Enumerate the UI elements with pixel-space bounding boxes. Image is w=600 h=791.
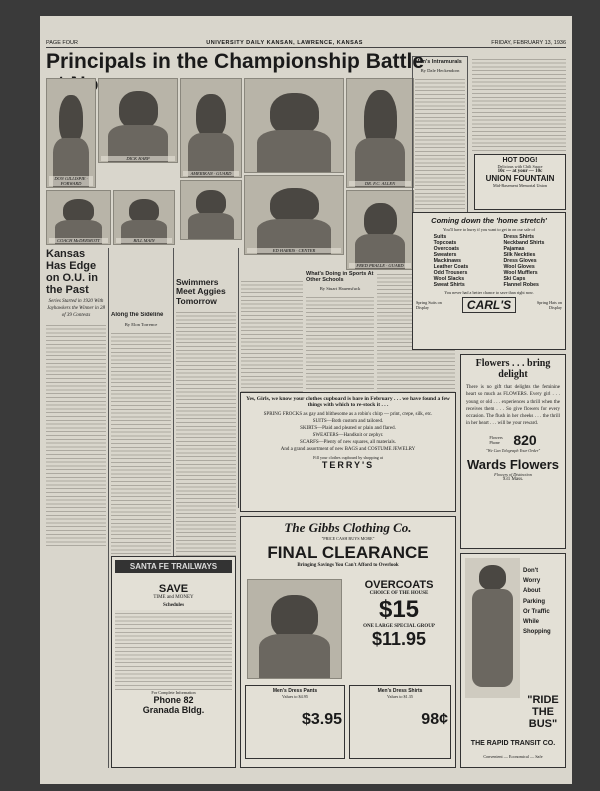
- ad-item: Flannel Robes: [503, 282, 539, 288]
- ad-sub: Bringing Savings You Can't Afford to Overlook: [297, 563, 399, 568]
- ad-item: Wool Gloves: [503, 264, 535, 270]
- ad-slogan: "We Can Telegraph Your Order": [485, 447, 541, 453]
- ad-phone-label: Flowers Phone: [489, 434, 503, 445]
- newspaper-page: [40, 16, 572, 784]
- ad-note: You never had a better chance to save than right now.: [444, 290, 534, 295]
- ad-tag: Convenient — Economical — Safe: [483, 754, 543, 759]
- ad-item: Dress Gloves: [503, 258, 537, 264]
- article-title: Swimmers Meet Aggies Tomorrow: [176, 278, 226, 306]
- ad-item: Wool Slacks: [433, 276, 465, 282]
- photo-caption: AMERIKAN · GUARD: [183, 171, 239, 176]
- main-headline: Principals in the Championship Battle: [46, 50, 425, 73]
- photo-caption: DON GILLISPIE · FORWARD: [49, 176, 93, 186]
- ad-location: Mid-Basement Memorial Union: [493, 183, 547, 188]
- photo-caption: DICK HARP: [101, 156, 175, 161]
- ad-item-price: 98¢: [421, 711, 448, 728]
- ad-item-columns: [416, 234, 562, 288]
- article-byline: By Elon Torrence: [124, 321, 158, 327]
- ad-tag: Spring Suits on Display: [416, 300, 442, 310]
- ad-item: Overcoats: [433, 246, 459, 252]
- page-header: [46, 38, 566, 48]
- ad-business-name: THE RAPID TRANSIT CO.: [470, 740, 556, 747]
- photo-caption: ED HARRIS · CENTER: [247, 248, 341, 253]
- ad-pants: [245, 685, 345, 759]
- ad-save: SAVE: [158, 583, 189, 595]
- ad-address: Granada Bldg.: [142, 705, 205, 715]
- ad-business-name: TERRY'S: [321, 460, 375, 470]
- ad-item: Suits: [433, 234, 447, 240]
- photo-caption: COACH McDERMOTT: [49, 238, 108, 243]
- ad-title: SANTA FE TRAILWAYS: [115, 560, 232, 573]
- ad-line: SCARFS—Plenty of new squares, all materials.: [300, 440, 396, 445]
- ad-item-title: Men's Dress Shirts: [377, 688, 423, 694]
- article-title: Men's Intramurals: [415, 59, 462, 65]
- photo-coach-allen: [346, 78, 414, 188]
- photo-collage: [46, 78, 456, 273]
- photo-caption: DR. F.C. ALLEN: [349, 181, 411, 186]
- ad-terrys: [240, 392, 456, 512]
- article-intramurals-cont: [472, 56, 566, 151]
- ad-item-list: [434, 234, 469, 288]
- ad-line: Or Traffic: [523, 608, 550, 615]
- ad-line: Worry: [523, 578, 541, 585]
- ad-price: $15: [378, 596, 420, 623]
- ad-item: Mackinaws: [433, 258, 462, 264]
- photo-player-7: [244, 175, 344, 255]
- ad-item: Neckband Shirts: [503, 240, 545, 246]
- ad-item-title: Men's Dress Pants: [272, 688, 318, 694]
- photo-player-3: [180, 78, 242, 178]
- ad-choice: CHOICE OF THE HOUSE: [369, 591, 429, 596]
- ad-item-value: Values to $1.35: [387, 694, 413, 699]
- ad-gibbs-clothing: [240, 516, 456, 768]
- photo-player-5: [113, 190, 175, 245]
- ad-illustration: [247, 579, 342, 679]
- ad-line: Parking: [523, 598, 546, 605]
- ad-line: SUITS—Both custom and tailored.: [312, 419, 384, 424]
- ad-line: Delicious with Chili Sauce: [497, 164, 543, 169]
- ad-rapid-transit: [460, 553, 566, 768]
- photo-player-4: [244, 78, 344, 173]
- ad-price: $11.95: [371, 629, 427, 649]
- ad-line: TIME and MONEY: [153, 595, 194, 600]
- ad-phone: 820: [513, 431, 537, 448]
- article-byline: By Dale Heckendorn: [420, 68, 460, 74]
- ad-line: SWEATERS—Handknit or zephyr.: [312, 433, 384, 438]
- ad-union-fountain: [474, 154, 566, 210]
- ad-price: 10c — at your — 10c: [497, 169, 543, 174]
- ad-schedules: Schedules: [162, 603, 185, 608]
- ad-shirts: [349, 685, 451, 759]
- ad-illustration: [465, 558, 520, 698]
- ad-line: SKIRTS—Plaid and pleated or plain and flared.: [300, 426, 396, 431]
- ad-item-price: $3.95: [301, 711, 342, 728]
- ad-group: ONE LARGE SPECIAL GROUP: [363, 624, 435, 629]
- ad-item: Wool Mufflers: [503, 270, 538, 276]
- ad-body: There is no gift that delights the feminine heart so much as FLOWERS. Every girl . . . young or old . . . experiences a thrill when the receives them . . . So give flowers for every occasion. The flush in her cheeks . . . the thrill in her heart . . . will be your reward.: [466, 385, 560, 427]
- ad-item: Sweat Shirts: [433, 282, 465, 288]
- photo-player-8: [346, 190, 414, 270]
- ad-item: Dress Shirts: [503, 234, 535, 240]
- ad-tag: Spring Hats on Display: [536, 300, 562, 310]
- ad-item: Ski Caps: [503, 276, 526, 282]
- article-byline: By Stuart Hauensfuck: [319, 286, 361, 292]
- ad-line: You'll have to hurry if you want to get in on our sale of: [442, 227, 536, 232]
- ad-slogan: "RIDE THE BUS": [527, 694, 559, 731]
- ad-line: And a grand assortment of new BAGS and COSTUME JEWELRY: [280, 447, 416, 452]
- article-kansas-edge: [46, 248, 106, 548]
- ad-item-value: Values to $4.95: [282, 694, 308, 699]
- ad-line: Shopping: [523, 629, 551, 636]
- ad-item: Silk Neckties: [503, 252, 536, 258]
- ad-lines: [244, 411, 452, 453]
- ad-business-name: UNION FOUNTAIN: [485, 174, 555, 183]
- article-body: [46, 322, 106, 548]
- ad-line: Don't: [523, 568, 539, 574]
- photo-coach-mcdermott: [46, 190, 111, 245]
- ad-lines: [523, 566, 563, 637]
- ad-business-name: The Gibbs Clothing Co.: [284, 520, 412, 535]
- ad-headline: Yes, Girls, we know your clothes cupboard is bare in February . . . we have found a few things with which to re-stock it . . .: [246, 396, 450, 408]
- photo-player-6: [180, 180, 242, 240]
- ad-title: FINAL CLEARANCE: [267, 543, 429, 562]
- ad-item: Sweaters: [433, 252, 457, 258]
- ad-address: 931 Mass.: [502, 476, 524, 482]
- photo-caption: FRED PRALLE · GUARD: [349, 263, 411, 268]
- ad-info: For Complete Information: [151, 690, 196, 695]
- issue-date: FRIDAY, FEBRUARY 13, 1936: [491, 39, 566, 46]
- ad-carls: [412, 212, 566, 350]
- ad-phone: Phone 82: [153, 695, 194, 705]
- ad-logo: CARL'S: [462, 297, 516, 313]
- ad-santa-fe: [111, 556, 236, 768]
- ad-wards-flowers: [460, 354, 566, 549]
- paper-name: UNIVERSITY DAILY KANSAN, LAWRENCE, KANSAS: [206, 39, 363, 46]
- ad-title: HOT DOG!: [502, 157, 538, 164]
- ad-line: SPRING FROCKS as gay and blithesome as a robin's chirp — print, crepe, silk, etc.: [263, 412, 433, 417]
- article-subhead: Series Started in 1920 With Jayhawkers the Winner in 28 of 39 Contests: [46, 299, 106, 318]
- ad-title: Coming down the 'home stretch': [431, 216, 547, 225]
- photo-player-2: [98, 78, 178, 163]
- ad-line: While: [523, 618, 539, 625]
- ad-item: Leather Coats: [433, 264, 469, 270]
- article-title: What's Doing in Sports At Other Schools: [306, 271, 374, 284]
- page-number: PAGE FOUR: [46, 39, 78, 46]
- ad-tag: Flowers of Distinction: [494, 471, 532, 477]
- photo-player-1: [46, 78, 96, 188]
- article-title: Kansas Has Edge on O.U. in the Past: [46, 248, 98, 297]
- ad-item: Topcoats: [433, 240, 457, 246]
- ad-business-name: Wards Flowers: [467, 456, 559, 472]
- ad-title: Flowers . . . bring delight: [475, 358, 551, 380]
- ad-overcoats: OVERCOATS: [364, 579, 434, 591]
- article-title: Along the Sideline: [111, 312, 164, 318]
- ad-line: About: [523, 588, 541, 595]
- ad-item: Pajamas: [503, 246, 525, 252]
- article-body: [472, 56, 566, 151]
- ad-item-list: [503, 234, 544, 288]
- ad-footer: Fill your clothes cupboard by shopping at: [313, 455, 383, 460]
- ad-tag: "PRICE CASH BUYS MORE": [321, 536, 375, 541]
- photo-caption: BILL MAIN: [116, 238, 172, 243]
- ad-item: Odd Trousers: [433, 270, 468, 276]
